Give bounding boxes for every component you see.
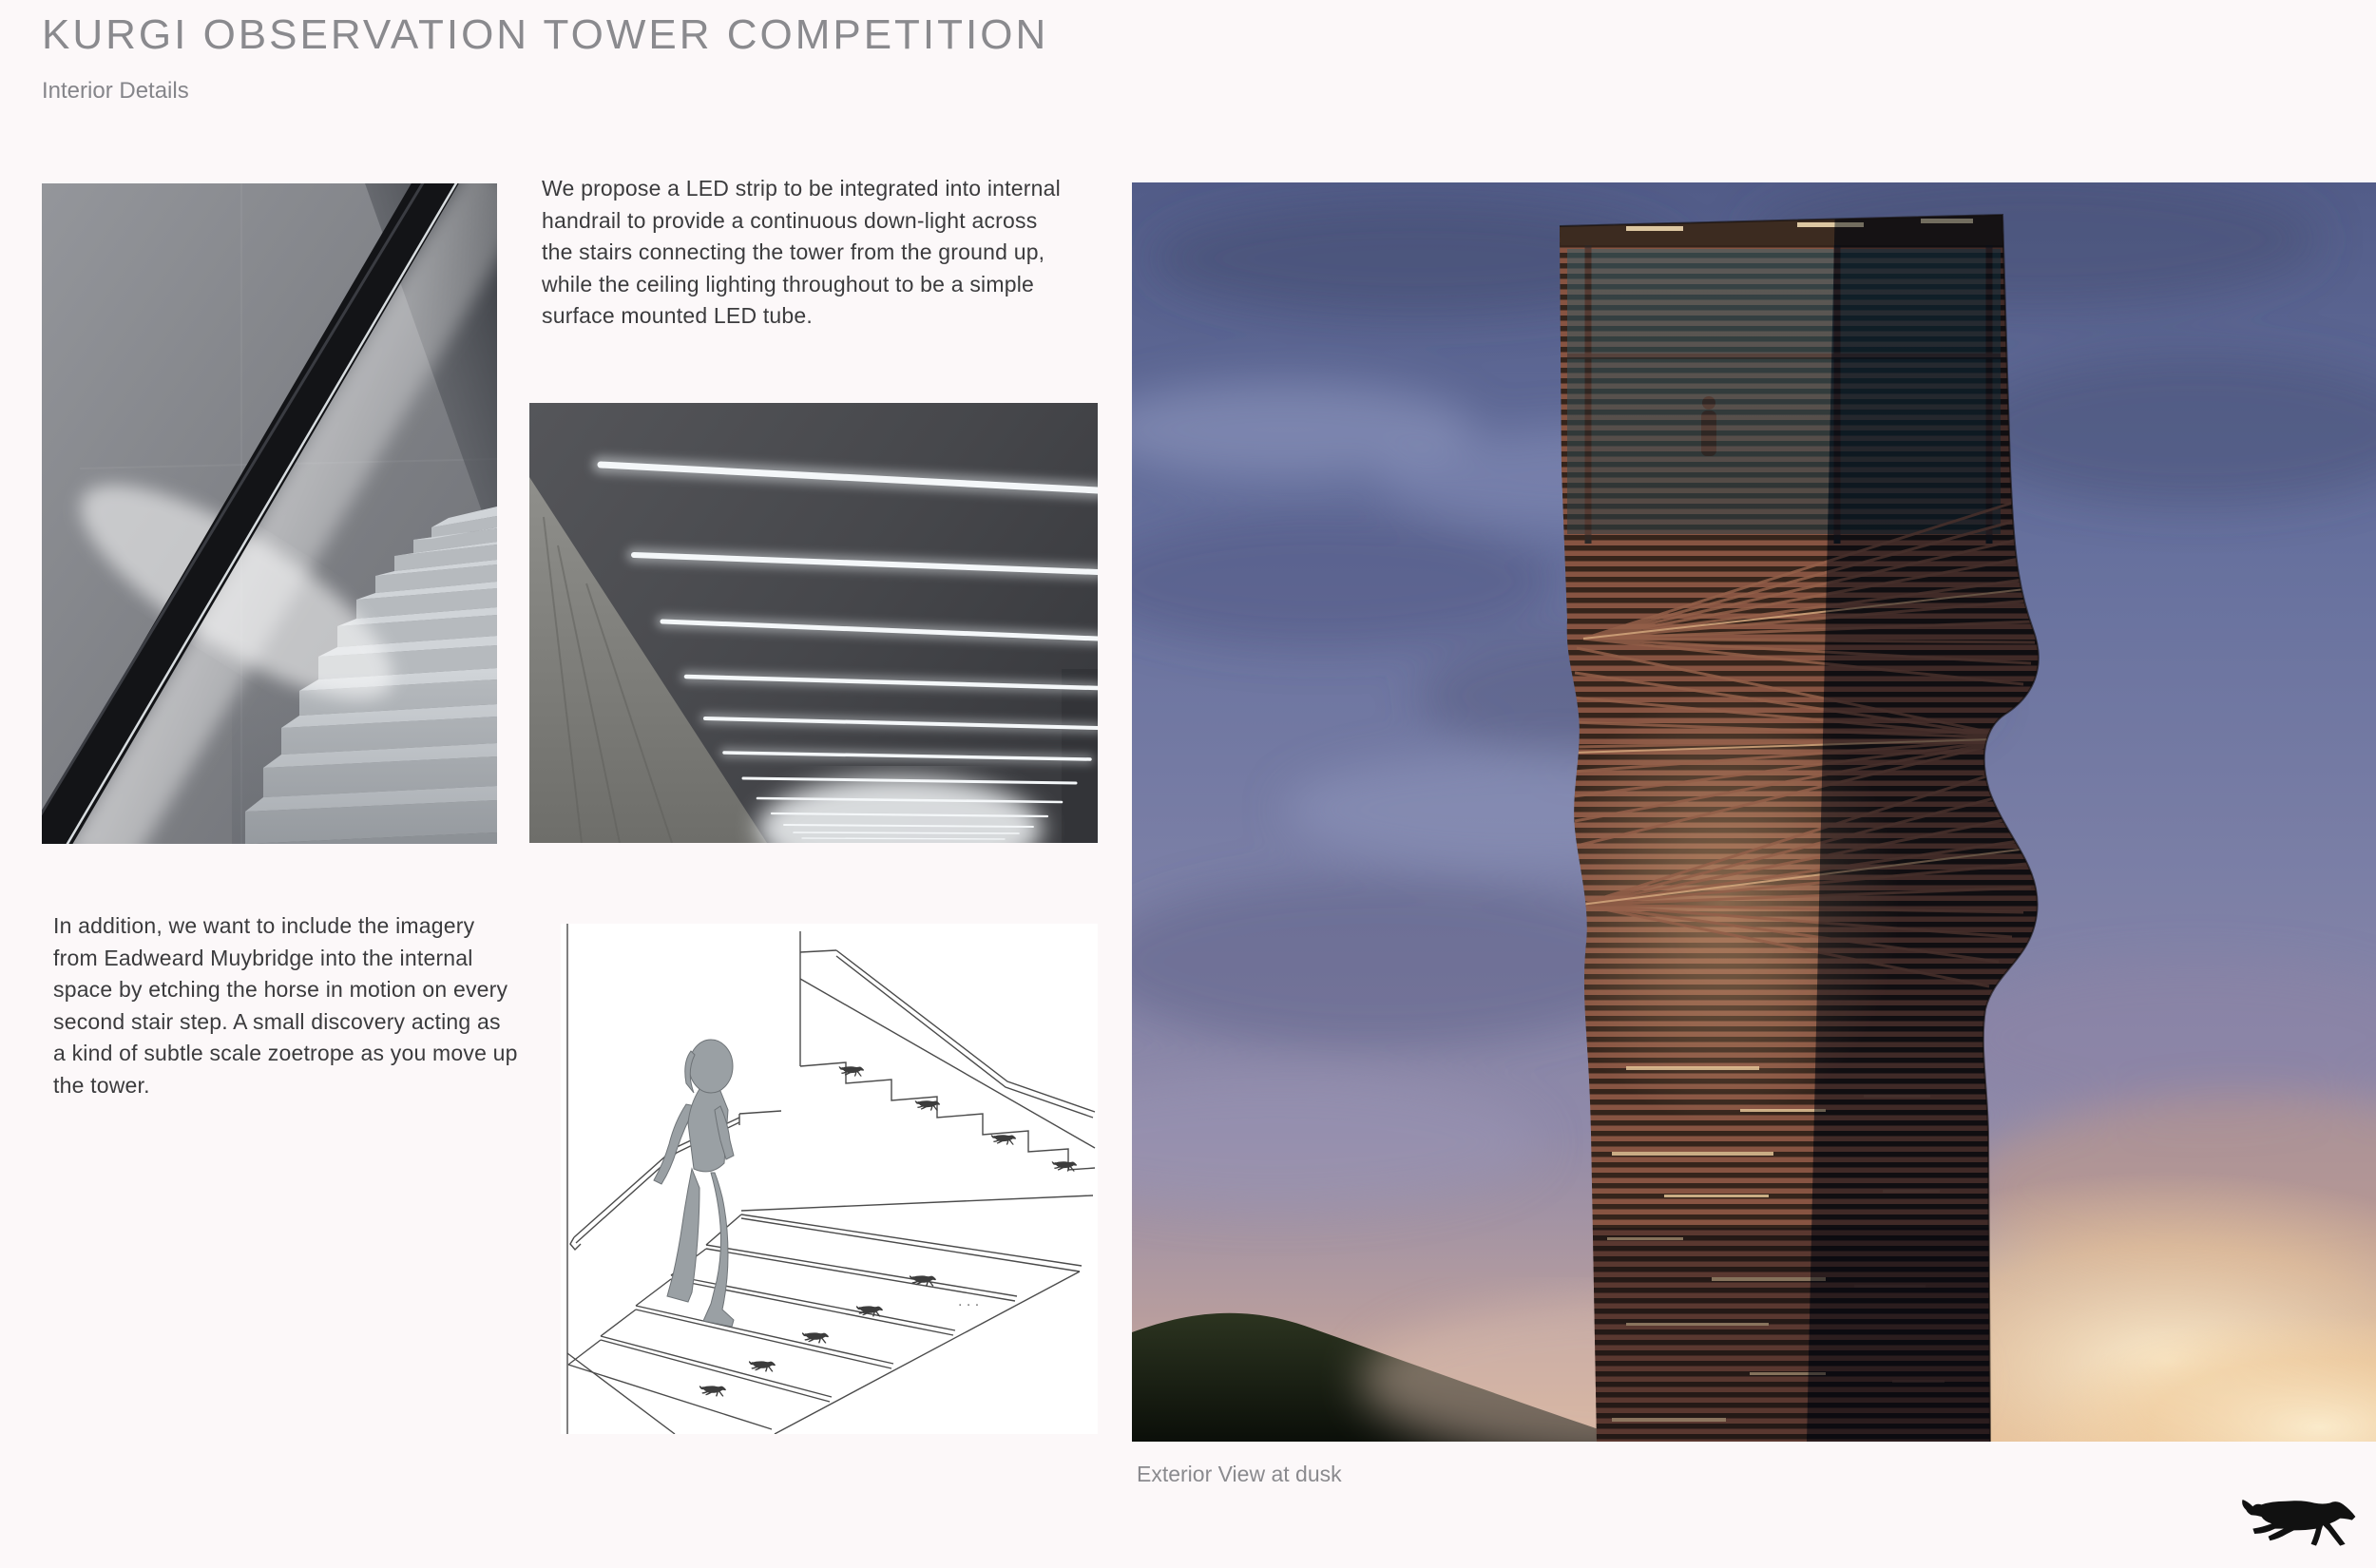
observation-tower xyxy=(1541,201,2044,1442)
exterior-caption: Exterior View at dusk xyxy=(1137,1462,1342,1486)
handrail-led-stair-photo xyxy=(42,183,497,844)
horse-icon xyxy=(2242,1500,2355,1546)
page-subtitle: Interior Details xyxy=(42,78,189,104)
ceiling-led-tubes-photo xyxy=(529,403,1098,843)
muybridge-stair-drawing xyxy=(561,924,1098,1434)
ellipsis-mark: . . . xyxy=(958,1293,980,1310)
exterior-tower-photo xyxy=(1132,182,2376,1442)
page-title: KURGI OBSERVATION TOWER COMPETITION xyxy=(42,11,1049,58)
muybridge-paragraph: In addition, we want to include the imagery from Eadweard Muybridge into the internal space by etching the horse in motion on every second stair step. A small discovery acting as a kind of subtle scale zoetrope as you move up the tower. xyxy=(53,913,518,1098)
lighting-paragraph: We propose a LED strip to be integrated into internal handrail to provide a continuous down-light across the stairs connecting the tower from the ground up, while the ceiling lighting throughout to be a simple surface mounted LED tube. xyxy=(542,176,1061,328)
galloping-horse-logo xyxy=(2239,1490,2359,1560)
